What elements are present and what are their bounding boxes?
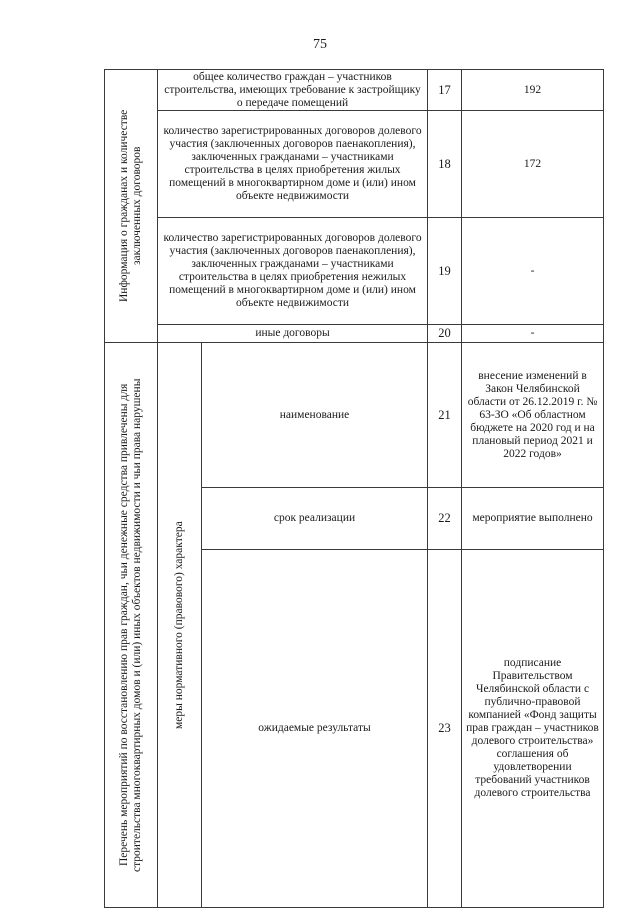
- row-label: наименование: [202, 343, 428, 488]
- row-number: 23: [428, 550, 462, 908]
- row-number: 21: [428, 343, 462, 488]
- row-label: ожидаемые результаты: [202, 550, 428, 908]
- row-number: 20: [428, 325, 462, 343]
- table-row: [105, 343, 604, 488]
- row-value: 172: [462, 111, 604, 218]
- report-table: [104, 69, 604, 908]
- row-value: -: [462, 325, 604, 343]
- section-title-citizens: Информация о гражданах и количестве заключенных договоров: [118, 109, 143, 303]
- section-title-measures: Перечень мероприятий по восстановлению прав граждан, чьи денежные средства привлечены для строительства многоквартирных домов и (или) иных объектов недвижимости и чьи права нарушены: [118, 378, 143, 872]
- row-number: 22: [428, 488, 462, 550]
- page-number: 75: [313, 37, 327, 52]
- row-value: 192: [462, 70, 604, 111]
- section-title-citizens-cell: [105, 70, 158, 343]
- section-title-measures-cell: [105, 343, 158, 908]
- table-row: [105, 70, 604, 111]
- section-subtitle-cell: [158, 343, 202, 908]
- row-value: подписание Правительством Челябинской области с публично-правовой компанией «Фонд защиты прав граждан – участников долевого строительства» соглашения об удовлетворении требований участников долевого строительства: [462, 550, 604, 908]
- row-value: -: [462, 218, 604, 325]
- row-number: 19: [428, 218, 462, 325]
- row-number: 17: [428, 70, 462, 111]
- section-subtitle: меры нормативного (правового) характера: [173, 521, 185, 729]
- row-number: 18: [428, 111, 462, 218]
- table-row: [105, 325, 604, 343]
- row-label: количество зарегистрированных договоров долевого участия (заключенных договоров паенакопления), заключенных гражданами – участниками строительства в целях приобретения жилых помещений в многоквартирном доме и (или) ином объекте недвижимости: [158, 111, 428, 218]
- row-label: количество зарегистрированных договоров долевого участия (заключенных договоров паенакопления), заключенных гражданами – участниками строительства в целях приобретения нежилых помещений в многоквартирном доме и (или) ином объекте недвижимости: [158, 218, 428, 325]
- table-row: [105, 218, 604, 325]
- table-row: [105, 111, 604, 218]
- row-label: общее количество граждан – участников строительства, имеющих требование к застройщику о передаче помещений: [158, 70, 428, 111]
- row-value: внесение изменений в Закон Челябинской области от 26.12.2019 г. № 63-ЗО «Об областном бюджете на 2020 год и на плановый период 2021 и 2022 годов»: [462, 343, 604, 488]
- row-label: срок реализации: [202, 488, 428, 550]
- row-label: иные договоры: [158, 325, 428, 343]
- row-value: мероприятие выполнено: [462, 488, 604, 550]
